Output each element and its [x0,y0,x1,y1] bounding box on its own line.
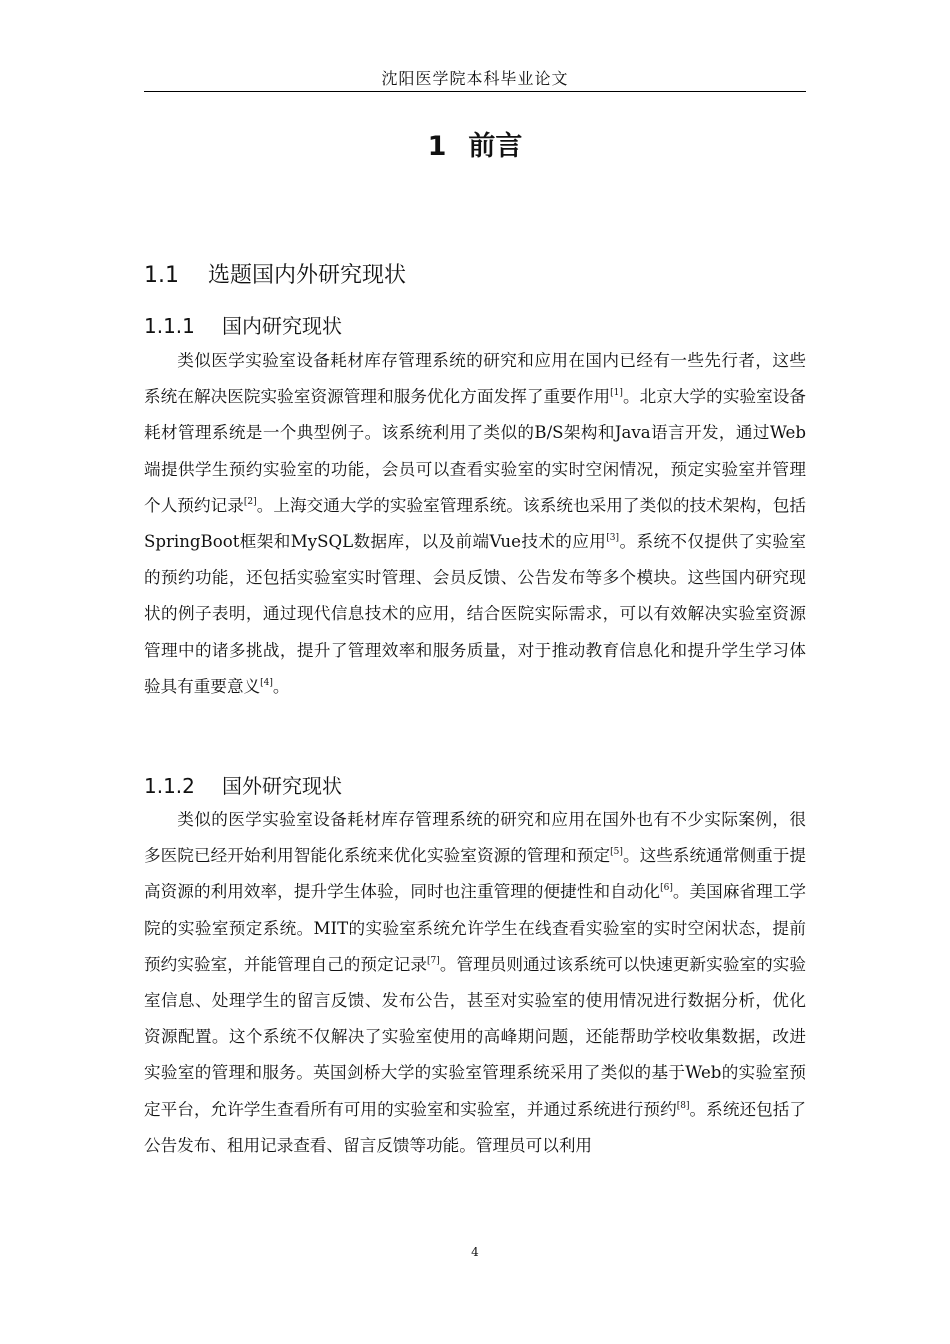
section-heading [144,258,406,289]
subsection-number: 1.1.1 [144,314,195,338]
page-header-title: 沈阳医学院本科毕业论文 [381,69,569,88]
paragraph-text: 。北京大学的实验室设备耗材管理系统是一个典型例子。该系统利用了类似的B/S架构和Java语言开发，通过Web端提供学生预约实验室的功能，会员可以查看实验室的实时空闲情况，预定实验室并管理个人预约记录 [144,387,807,515]
citation: [6] [660,883,673,894]
paragraph-text: 。上海交通大学的实验室管理系统。该系统也采用了类似的技术架构，包括SpringBoot框架和MySQL数据库，以及前端Vue技术的应用 [144,495,807,552]
chapter-number: 1 [427,131,447,162]
citation: [4] [260,677,273,688]
section-number: 1.1 [144,263,179,288]
page-number: 4 [471,1245,479,1259]
subsection-title: 国外研究现状 [222,774,342,798]
chapter-title [144,124,806,163]
citation: [7] [427,955,440,966]
paragraph-text: 。管理员则通过该系统可以快速更新实验室的实验室信息、处理学生的留言反馈、发布公告，甚至对实验室的使用情况进行数据分析，优化资源配置。这个系统不仅解决了实验室使用的高峰期问题，还能帮助学校收集数据，改进实验室的管理和服务。英国剑桥大学的实验室管理系统采用了类似的基于Web的实验室预定平台，允许学生查看所有可用的实验室和实验室，并通过系统进行预约 [144,954,807,1119]
paragraph-text: 类似的医学实验室设备耗材库存管理系统的研究和应用在国外也有不少实际案例，很多医院已经开始利用智能化系统来优化实验室资源的管理和预定 [144,810,806,866]
citation: [3] [606,533,620,544]
paragraph-foreign [144,802,806,1164]
citation: [1] [610,388,623,399]
paragraph-text: 类似医学实验室设备耗材库存管理系统的研究和应用在国内已经有一些先行者，这些系统在解决医院实验室资源管理和服务优化方面发挥了重要作用 [144,351,806,407]
chapter-title-text: 前言 [468,131,523,162]
citation: [2] [243,496,257,507]
paragraph-domestic [144,343,806,705]
header-divider [144,91,806,92]
citation: [5] [610,847,623,858]
section-title: 选题国内外研究现状 [208,263,407,288]
subsection-title: 国内研究现状 [222,314,342,338]
paragraph-text: 。美国麻省理工学院的实验室预定系统。MIT的实验室系统允许学生在线查看实验室的实时空闲状态，提前预约实验室，并能管理自己的预定记录 [144,882,807,974]
subsection-heading-foreign [144,770,342,799]
subsection-heading-domestic [144,310,342,339]
subsection-number: 1.1.2 [144,774,195,798]
citation: [8] [676,1100,690,1111]
paragraph-text: 。 [272,676,290,696]
paragraph-text: 。系统不仅提供了实验室的预约功能，还包括实验室实时管理、会员反馈、公告发布等多个模块。这些国内研究现状的例子表明，通过现代信息技术的应用，结合医院实际需求，可以有效解决实验室资源管理中的诸多挑战，提升了管理效率和服务质量，对于推动教育信息化和提升学生学习体验具有重要意义 [144,532,806,696]
paragraph-text: 。这些系统通常侧重于提高资源的利用效率，提升学生体验，同时也注重管理的便捷性和自动化 [144,846,807,902]
paragraph-text: 。系统还包括了公告发布、租用记录查看、留言反馈等功能。管理员可以利用 [144,1099,807,1155]
